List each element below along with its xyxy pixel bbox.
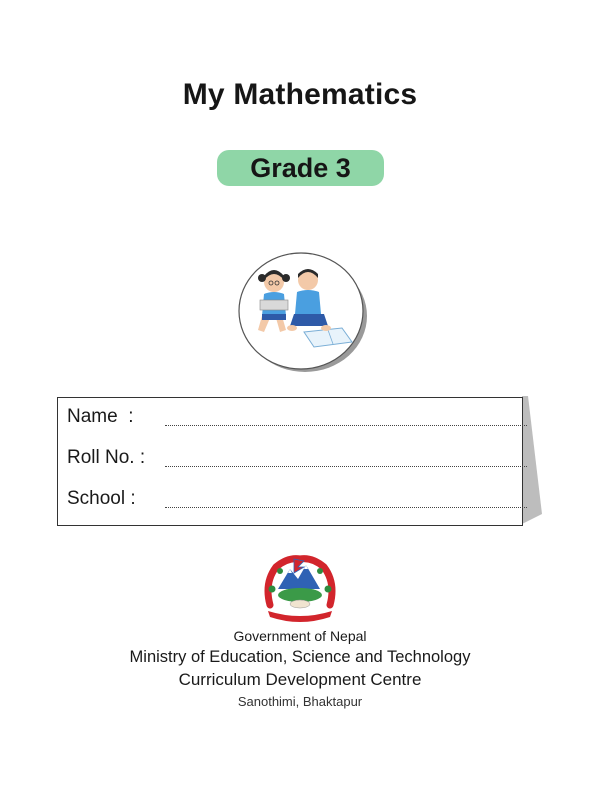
school-line[interactable]: [165, 507, 527, 508]
grade-badge: Grade 3: [217, 150, 384, 186]
name-field[interactable]: [67, 402, 134, 428]
card-shadow: [522, 396, 542, 524]
roll-number-field[interactable]: [67, 443, 145, 469]
name-label: Name :: [67, 406, 134, 427]
children-reading-icon: [234, 248, 370, 374]
student-info-card: [57, 397, 523, 526]
centre-label: Curriculum Development Centre: [178, 670, 422, 689]
school-label: School :: [67, 488, 136, 509]
government-label: Government of Nepal: [233, 628, 367, 644]
book-title: My Mathematics: [182, 78, 418, 111]
nepal-emblem-icon: [258, 555, 342, 625]
roll-number-label: Roll No. :: [67, 447, 146, 468]
roll-number-line[interactable]: [165, 466, 527, 467]
ministry-label: Ministry of Education, Science and Technology: [129, 648, 471, 666]
address-label: Sanothimi, Bhaktapur: [237, 694, 363, 709]
name-line[interactable]: [165, 425, 527, 426]
school-field[interactable]: [67, 484, 136, 510]
